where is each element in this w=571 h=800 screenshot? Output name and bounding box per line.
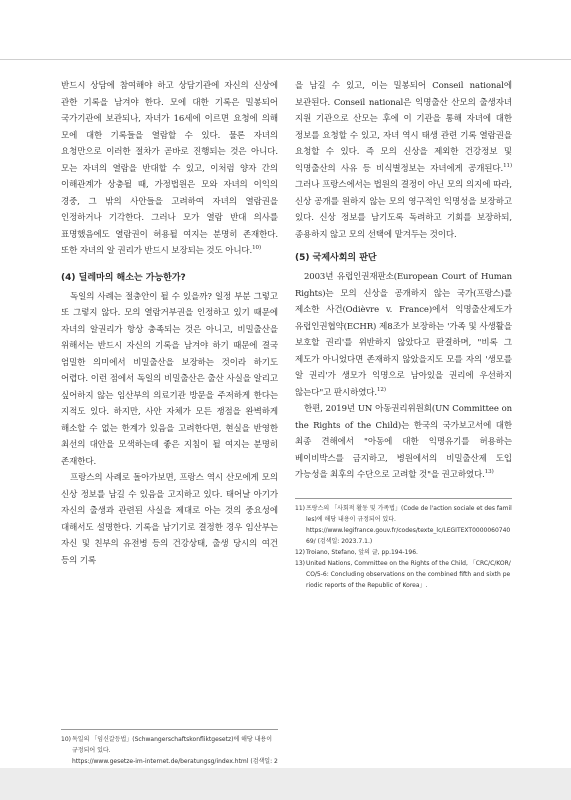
section-heading-4: (4) 딜레마의 해소는 가능한가?: [61, 272, 186, 283]
footnote-10: 10) 독일의 「임신갈등법」(Schwangerschaftskonfliktgesetz)에 해당 내용이 규정되어 있다. https://www.gesetze-im-internet.de/beratungsg/index.html (검색일: 2: [61, 736, 278, 765]
footnote-rule: [61, 729, 278, 730]
right-paragraph-2: 2003년 유럽인권재판소(European Court of Human Rights)는 모의 신상을 공개하지 않는 국가(프랑스)를 제소한 사건(Odièvre v. France)에서 익명출산제도가 유럽인권협약(ECHR) 제8조가 보장하는 '가족 및 사생활을 보호할 권리'를 위반하지 않았다고 판결하며, "비록 그 제도가 아니었다면 존재하지 않았을지도 모를 자의 '생모를 알 권리'가 생모가 익명으로 남아있을 권리에 우선하지 않는다"고 판시하였다.$^{12)}$: [295, 272, 512, 398]
left-column: [61, 78, 278, 569]
footnote-ref-10[interactable]: 10): [252, 245, 262, 252]
page-header-band: [0, 0, 571, 60]
footnote-ref-11[interactable]: 11): [503, 162, 512, 169]
left-paragraph-3: 프랑스의 사례로 돌아가보면, 프랑스 역시 산모에게 모의 신상 정보를 남길 수 있음을 고지하고 있다. 태어날 아기가 자신의 출생과 관련된 사실을 제대로 아는 것의 중요성에 대해서도 설명한다. 기록을 남기기로 결정한 경우 임산부는 자신 및 친부의 유전병 등의 건강상태, 출생 당시의 여건 등의 기록: [61, 473, 278, 566]
footnote-11: 11) 프랑스의 「사회적 활동 및 가족법」(Code de l'action sociale et des familles)에 해당 내용이 규정되어 있다. https://www.legifrance.gouv.fr/codes/texte_lc/LEGITEXT000006074069/ (검색일: 2023.7.1.): [295, 504, 512, 545]
footnote-12: 12) Troiano, Stefano, 앞의 글, pp.194-196.: [295, 548, 418, 556]
header-rule: [0, 59, 571, 60]
section-heading-5: (5) 국제사회의 판단: [295, 253, 377, 263]
footnote-rule: [295, 498, 512, 499]
left-paragraph-2: 독일의 사례는 절충안이 될 수 있을까? 일정 부분 그렇고 또 그렇지 않다. 모의 열람거부권을 인정하고 있기 때문에 자녀의 알권리가 항상 충족되는 것은 아니고, 비밀출산을 위해서는 반드시 자신의 기록을 남겨야 하기 때문에 결국 엄밀한 의미에서 비밀출산을 보장하는 것이라 하기도 어렵다. 이런 점에서 독일의 비밀출산은 출산 사실을 알리고 싶어하지 않는 임산부의 의료기관 방문을 주저하게 한다는 지적도 있다. 하지만, 사안 자체가 모든 쟁점을 완벽하게 해소할 수 없는 한계가 있음을 고려한다면, 현실을 반영한 최선의 대안을 모색하는데 좋은 지침이 될 여지는 분명히 존재한다.: [61, 291, 278, 467]
footnote-13: 13) United Nations, Committee on the Rights of the Child, 「CRC/C/KOR/CO/5-6: Concluding observations on the combined fifth and sixth periodic reports of the Republic of Korea」.: [295, 559, 511, 589]
right-paragraph-3: 한편, 2019년 UN 아동권리위원회(UN Committee on the Rights of the Child)는 한국의 국가보고서에 대한 최종 견해에서 "아동에 대한 익명유기를 허용하는 베이비박스를 금지하고, 병원에서의 비밀출산제 도입 가능성을 최후의 수단으로 고려할 것"을 권고하였다.$^{13)}$: [295, 404, 512, 480]
page-footer-band: [0, 768, 571, 800]
footnote-ref-13[interactable]: 13): [484, 469, 494, 476]
right-footnotes: [295, 498, 512, 591]
right-paragraph-1: 을 남길 수 있고, 이는 밀봉되어 Conseil national에 보관된다. Conseil national은 익명출산 산모의 출생자녀 지원 기관으로 산모는 후에 이 기관을 통해 자녀에 대한 정보를 요청할 수 있고, 자녀 역시 태생 관련 기록 열람권을 요청할 수 있다. 즉 모의 신상을 제외한 건강정보 및 익명출산의 사유 등 비식별정보는 자녀에게 공개된다.$^{11)}$ 그러나 프랑스에서는 법원의 결정이 아닌 모의 의지에 따라, 신상 공개를 원하지 않는 모의 영구적인 익명성을 보장하고 있다. 신상 정보를 남기도록 독려하고 기회를 보장하되, 종용하지 않고 모의 선택에 맡겨두는 것이다.: [295, 81, 512, 240]
footnote-ref-12[interactable]: 12): [377, 386, 386, 393]
right-column: [295, 78, 512, 591]
left-paragraph-1: 반드시 상담에 참여해야 하고 상담기관에 자신의 신상에 관한 기록을 남겨야 한다. 모에 대한 기록은 밀봉되어 국가기관에 보관되나, 자녀가 16세에 이르면 요청에 의해 모에 대한 기록들을 열람할 수 있다. 물론 자녀의 요청만으로 이러한 절차가 곧바로 진행되는 것은 아니다. 모는 자녀의 열람을 반대할 수 있고, 이처럼 양자 간의 이해관계가 상충될 때, 가정법원은 모와 자녀의 이익의 경중, 그 밖의 사안들을 고려하여 자녀의 열람권을 인정하거나 기각한다. 그러나 모가 열람 반대 의사를 표명했음에도 열람권이 허용될 여지는 분명히 존재한다. 또한 자녀의 알 권리가 반드시 보장되는 것도 아니다.$^{10)}$: [61, 81, 278, 256]
